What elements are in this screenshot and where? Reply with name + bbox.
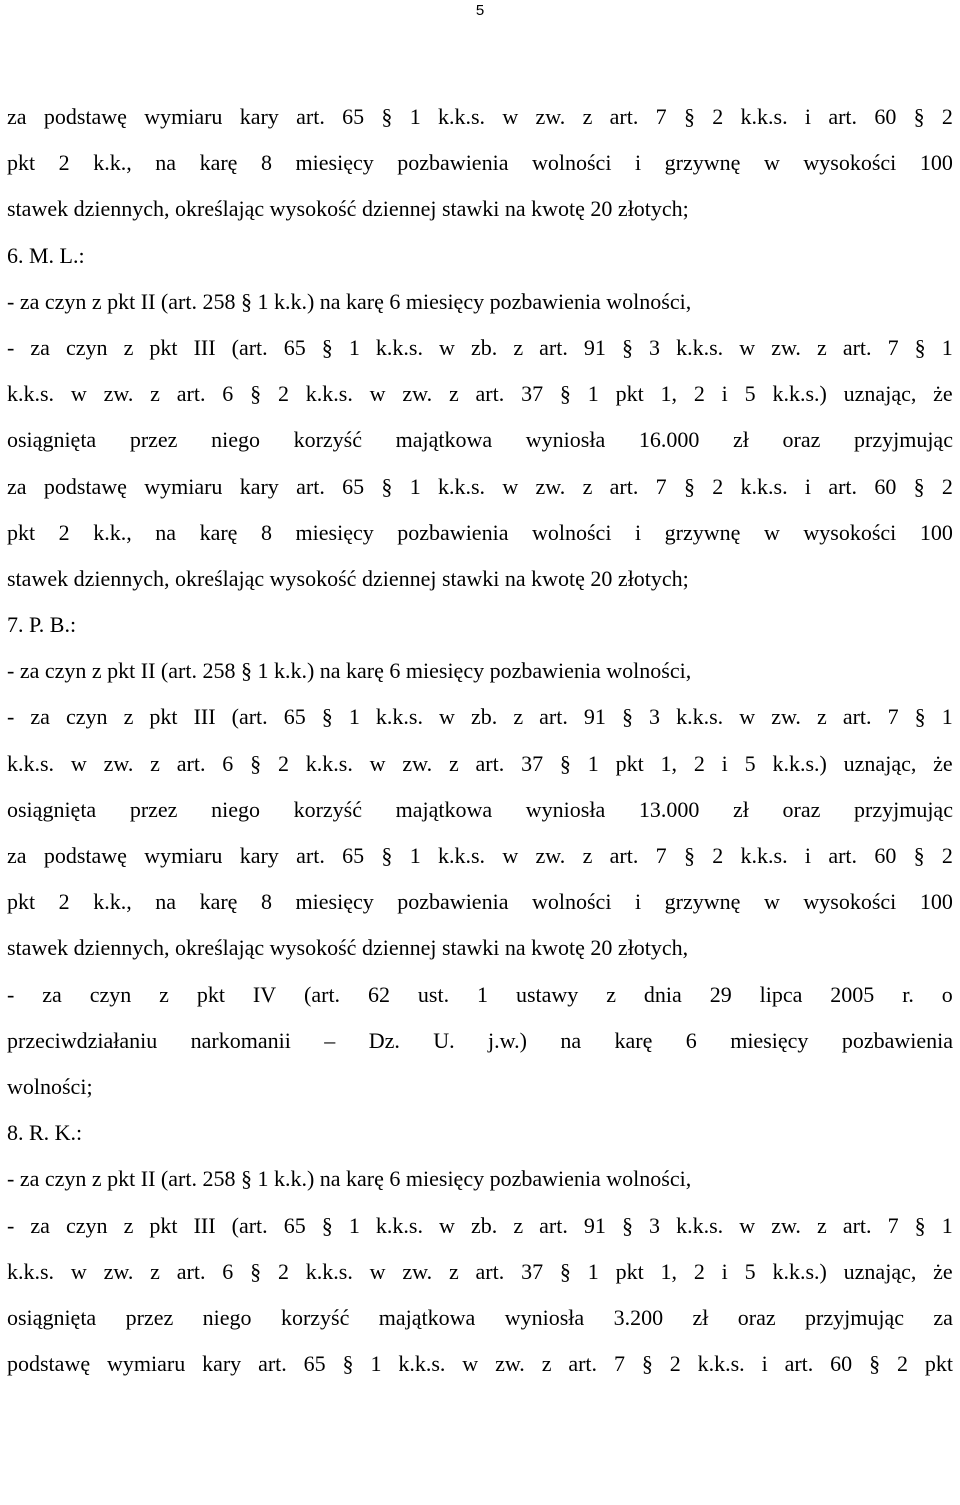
text-line: przeciwdziałaniu narkomanii – Dz. U. j.w.) na karę 6 miesięcy pozbawienia — [7, 1027, 953, 1053]
text-line: osiągnięta przez niego korzyść majątkowa wyniosła 13.000 zł oraz przyjmując — [7, 796, 953, 822]
page-number: 5 — [475, 2, 485, 19]
text-line: - za czyn z pkt III (art. 65 § 1 k.k.s. w zb. z art. 91 § 3 k.k.s. w zw. z art. 7 § 1 — [7, 1212, 953, 1238]
text-line: - za czyn z pkt III (art. 65 § 1 k.k.s. w zb. z art. 91 § 3 k.k.s. w zw. z art. 7 § 1 — [7, 334, 953, 360]
text-line: pkt 2 k.k., na karę 8 miesięcy pozbawienia wolności i grzywnę w wysokości 100 — [7, 519, 953, 545]
text-line: 7. P. B.: — [7, 612, 77, 638]
text-line: stawek dziennych, określając wysokość dziennej stawki na kwotę 20 złotych, — [7, 935, 689, 961]
text-line: osiągnięta przez niego korzyść majątkowa wyniosła 16.000 zł oraz przyjmując — [7, 427, 953, 453]
text-line: - za czyn z pkt III (art. 65 § 1 k.k.s. w zb. z art. 91 § 3 k.k.s. w zw. z art. 7 § 1 — [7, 704, 953, 730]
text-line: - za czyn z pkt II (art. 258 § 1 k.k.) na karę 6 miesięcy pozbawienia wolności, — [7, 658, 692, 684]
text-line: - za czyn z pkt II (art. 258 § 1 k.k.) na karę 6 miesięcy pozbawienia wolności, — [7, 1166, 692, 1192]
text-line: za podstawę wymiaru kary art. 65 § 1 k.k.s. w zw. z art. 7 § 2 k.k.s. i art. 60 § 2 — [7, 104, 953, 129]
text-line: za podstawę wymiaru kary art. 65 § 1 k.k.s. w zw. z art. 7 § 2 k.k.s. i art. 60 § 2 — [7, 473, 953, 499]
text-line: k.k.s. w zw. z art. 6 § 2 k.k.s. w zw. z art. 37 § 1 pkt 1, 2 i 5 k.k.s.) uznając, że — [7, 381, 953, 407]
text-line: k.k.s. w zw. z art. 6 § 2 k.k.s. w zw. z art. 37 § 1 pkt 1, 2 i 5 k.k.s.) uznając, że — [7, 1258, 953, 1284]
text-line: pkt 2 k.k., na karę 8 miesięcy pozbawienia wolności i grzywnę w wysokości 100 — [7, 150, 953, 176]
text-line: 6. M. L.: — [7, 242, 85, 268]
text-line: wolności; — [7, 1073, 93, 1099]
text-line: - za czyn z pkt IV (art. 62 ust. 1 ustawy z dnia 29 lipca 2005 r. o — [7, 981, 953, 1007]
text-line: podstawę wymiaru kary art. 65 § 1 k.k.s. w zw. z art. 7 § 2 k.k.s. i art. 60 § 2 pkt — [7, 1351, 953, 1377]
document-body — [7, 94, 953, 1387]
text-line: stawek dziennych, określając wysokość dziennej stawki na kwotę 20 złotych; — [7, 565, 689, 591]
text-line: k.k.s. w zw. z art. 6 § 2 k.k.s. w zw. z art. 37 § 1 pkt 1, 2 i 5 k.k.s.) uznając, że — [7, 750, 953, 776]
text-line: osiągnięta przez niego korzyść majątkowa wyniosła 3.200 zł oraz przyjmując za — [7, 1304, 953, 1330]
text-line: za podstawę wymiaru kary art. 65 § 1 k.k.s. w zw. z art. 7 § 2 k.k.s. i art. 60 § 2 — [7, 843, 953, 868]
text-line: stawek dziennych, określając wysokość dziennej stawki na kwotę 20 złotych; — [7, 196, 689, 222]
text-line: - za czyn z pkt II (art. 258 § 1 k.k.) na karę 6 miesięcy pozbawienia wolności, — [7, 288, 692, 314]
text-line: 8. R. K.: — [7, 1120, 83, 1146]
text-line: pkt 2 k.k., na karę 8 miesięcy pozbawienia wolności i grzywnę w wysokości 100 — [7, 889, 953, 915]
